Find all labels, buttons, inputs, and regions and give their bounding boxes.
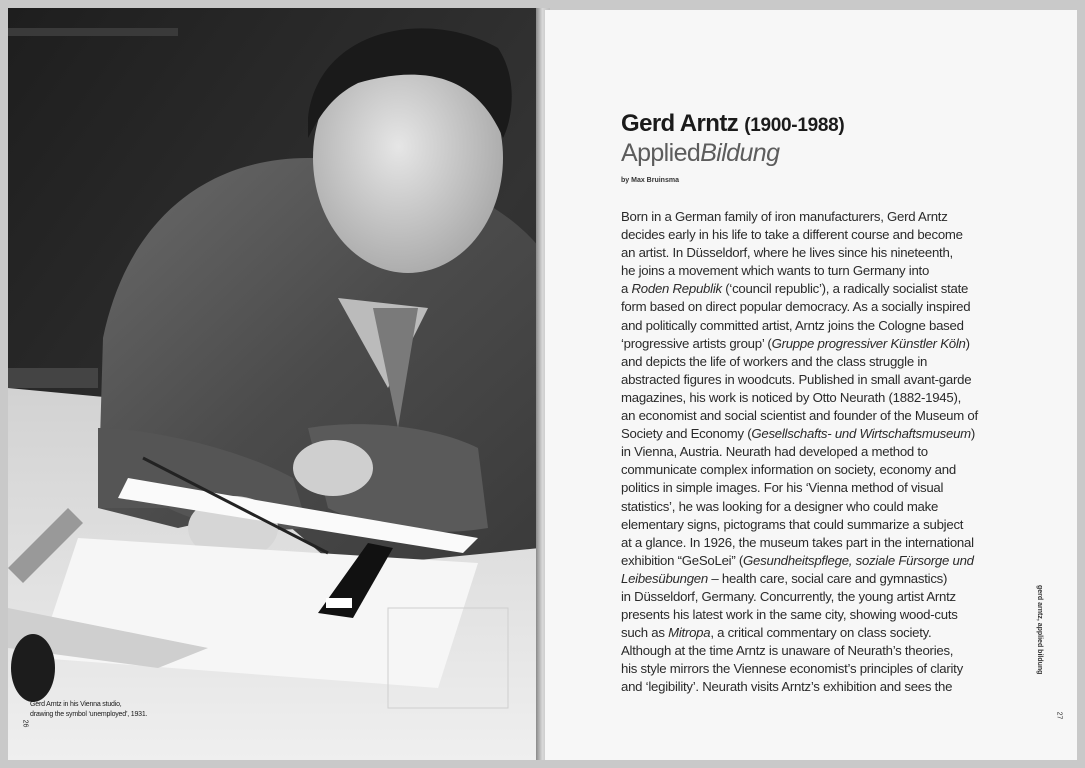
- title-years: (1900-1988): [744, 115, 845, 136]
- body-text-segment: ‘progressive artists group’ (: [621, 335, 772, 351]
- body-line: [621, 425, 1041, 443]
- body-line: [621, 516, 1041, 534]
- body-text-segment: elementary signs, pictograms that could summarize a subject: [621, 516, 964, 532]
- body-line: [621, 642, 1041, 660]
- body-text-segment: form based on direct popular democracy. As a socially inspired: [621, 299, 971, 315]
- body-text-segment: an economist and social scientist and founder of the Museum of: [621, 408, 978, 424]
- body-text-segment: – health care, social care and gymnastics): [707, 570, 948, 586]
- body-text-segment: his style mirrors the Viennese economist’s principles of clarity: [621, 661, 963, 677]
- title-name: Gerd Arntz: [621, 110, 739, 137]
- subtitle-italic: Bildung: [700, 139, 780, 167]
- article-title: [621, 110, 844, 138]
- body-line: [621, 353, 1041, 371]
- body-line: [621, 498, 1041, 516]
- body-text-segment: (‘council republic’), a radically socialist state: [721, 281, 969, 297]
- body-italic-text: Gruppe progressiver Künstler Köln: [771, 335, 966, 351]
- left-page: [8, 8, 540, 760]
- body-italic-text: Leibesübungen: [621, 570, 708, 586]
- body-text-segment: such as: [621, 625, 669, 641]
- body-line: [621, 280, 1041, 298]
- body-italic-text: Roden Republik: [631, 281, 722, 297]
- body-line: [621, 371, 1041, 389]
- body-line: [621, 244, 1041, 262]
- body-text-segment: Born in a German family of iron manufacturers, Gerd Arntz: [621, 209, 948, 224]
- body-text-segment: and ‘legibility’. Neurath visits Arntz’s exhibition and sees the: [621, 679, 953, 695]
- page-number-right: 27: [1055, 711, 1063, 720]
- body-line: [621, 570, 1041, 588]
- body-text-segment: a: [621, 281, 632, 297]
- body-text-segment: an artist. In Düsseldorf, where he lives since his nineteenth,: [621, 245, 953, 261]
- body-text-segment: presents his latest work in the same city, showing wood-cuts: [621, 607, 958, 623]
- body-text-segment: ): [970, 426, 976, 442]
- photo-caption: [30, 700, 260, 720]
- body-text-segment: decides early in his life to take a different course and become: [621, 227, 963, 243]
- body-text-segment: in Vienna, Austria. Neurath had developed a method to: [621, 444, 928, 460]
- body-line: [621, 262, 1041, 280]
- body-text-segment: at a glance. In 1926, the museum takes part in the international: [621, 534, 974, 550]
- article-subtitle: [621, 139, 779, 168]
- body-line: [621, 389, 1041, 407]
- body-text-segment: magazines, his work is noticed by Otto Neurath (1882-1945),: [621, 389, 962, 405]
- body-text: [621, 208, 1041, 697]
- body-text-segment: and depicts the life of workers and the class struggle in: [621, 353, 928, 369]
- body-line: [621, 317, 1041, 335]
- body-text-segment: politics in simple images. For his ‘Vienna method of visual: [621, 480, 944, 496]
- body-line: [621, 588, 1041, 606]
- body-text-segment: abstracted figures in woodcuts. Published in small avant-garde: [621, 371, 972, 387]
- body-text-segment: in Düsseldorf, Germany. Concurrently, the young artist Arntz: [621, 588, 956, 604]
- body-italic-text: Gesundheitspflege, soziale Fürsorge und: [743, 552, 974, 568]
- body-text-segment: , a critical commentary on class society.: [710, 625, 932, 641]
- artist-photograph: [8, 8, 540, 760]
- body-text-segment: Although at the time Arntz is unaware of Neurath’s theories,: [621, 643, 954, 659]
- running-head: gerd arntz, applied bildung: [1036, 585, 1043, 675]
- page-number-left: 26: [21, 719, 29, 728]
- body-line: [621, 407, 1041, 425]
- body-line: [621, 443, 1041, 461]
- body-text-segment: communicate complex information on society, economy and: [621, 462, 956, 478]
- body-line: [621, 552, 1041, 570]
- body-line: [621, 606, 1041, 624]
- body-text-segment: and politically committed artist, Arntz joins the Cologne based: [621, 317, 964, 333]
- body-line: [621, 479, 1041, 497]
- body-line: [621, 208, 1041, 226]
- body-italic-text: Gesellschafts- und Wirtschaftsmuseum: [751, 426, 971, 442]
- body-text-segment: Society and Economy (: [621, 426, 752, 442]
- body-italic-text: Mitropa: [668, 625, 711, 641]
- body-text-segment: he joins a movement which wants to turn Germany into: [621, 263, 930, 279]
- body-line: [621, 461, 1041, 479]
- byline: by Max Bruinsma: [621, 177, 679, 184]
- body-line: [621, 660, 1041, 678]
- right-page: [545, 10, 1077, 760]
- body-text-segment: ): [965, 335, 970, 351]
- body-text-segment: statistics’, he was looking for a designer who could make: [621, 498, 939, 514]
- caption-line-2: drawing the symbol ‘unemployed’, 1931.: [30, 711, 148, 718]
- body-line: [621, 335, 1041, 353]
- body-line: [621, 678, 1041, 696]
- caption-line-1: Gerd Arntz in his Vienna studio,: [30, 701, 122, 708]
- body-line: [621, 298, 1041, 316]
- body-line: [621, 534, 1041, 552]
- body-line: [621, 624, 1041, 642]
- subtitle-plain: Applied: [621, 139, 701, 167]
- body-line: [621, 226, 1041, 244]
- body-text-segment: exhibition “GeSoLei” (: [621, 552, 744, 568]
